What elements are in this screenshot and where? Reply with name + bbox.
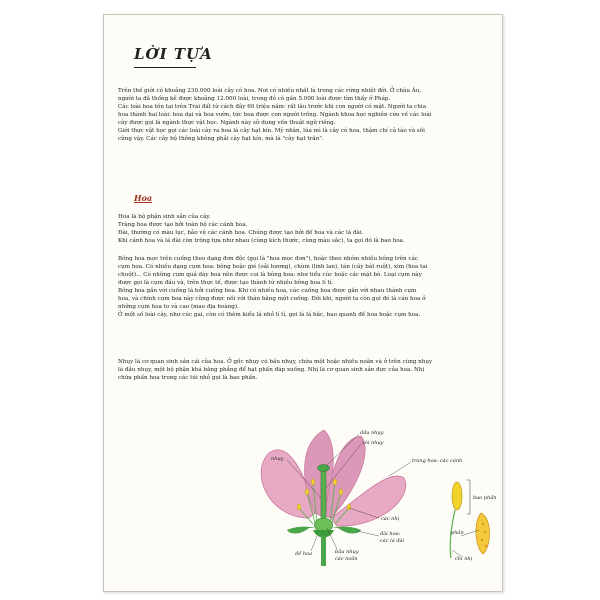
cum-line: Ở một số loài cây, như cúc gai, còn có thêm kiểu lá nhỏ lí tí, gọi là lá bắc, bao quanh đế hoa hoặc cụm hoa. bbox=[118, 312, 421, 318]
sepal-right bbox=[332, 527, 361, 534]
flower-illustration bbox=[261, 430, 406, 566]
hoa-line: Khi cánh hoa và lá đài còn trông tựa như nhau (cùng kích thước, cùng màu sắc), ta gọi đó là bao hoa. bbox=[118, 238, 405, 244]
anther bbox=[347, 504, 351, 510]
pollen-grain bbox=[481, 539, 483, 541]
label-voi-nhuy: vòi nhụy bbox=[362, 440, 384, 446]
intro-line: cây được gọi là ngành thực vật học. Ngành này sử dụng vốn thuật ngữ riêng. bbox=[118, 120, 336, 126]
flower-anatomy-figure bbox=[189, 418, 497, 568]
nhuy-paragraph bbox=[118, 358, 488, 382]
label-bao-phan: bao phấn bbox=[473, 495, 497, 501]
anther bbox=[339, 489, 343, 495]
section-heading: Hoa bbox=[134, 193, 153, 203]
sepal-left bbox=[287, 527, 315, 534]
style bbox=[321, 468, 326, 523]
cum-hoa-paragraph bbox=[118, 255, 488, 319]
nhuy-line: chứa phấn hoa trong các túi nhỏ gọi là bao phấn. bbox=[118, 375, 258, 381]
intro-line: Trên thế giới có khoảng 230.000 loài cây có hoa. Nơi có nhiều nhất là trong các rừng nhiệt đới. Ở châu Âu, bbox=[118, 88, 422, 94]
nhuy-line: là đầu nhụy, một bộ phận khá bằng phẳng để hạt phấn đáp xuống. Nhị là cơ quan sinh sản đực của hoa. Nhị bbox=[118, 367, 425, 373]
label-phan: phấn bbox=[451, 530, 464, 536]
label-cac-noan: các noãn bbox=[335, 556, 358, 562]
anther bbox=[333, 479, 337, 485]
cum-line: những cụm hoa to và cao (mao địa hoàng). bbox=[118, 304, 239, 310]
label-nhuy: nhụy bbox=[271, 456, 284, 462]
cum-line: hoa, và chính cụm hoa này cũng được nối với thân bằng một cuống. Đôi khi, người ta còn gọi đó là cán hoa ở bbox=[118, 296, 426, 302]
anther-cross-section bbox=[476, 513, 490, 554]
label-de-hoa: đế hoa bbox=[295, 551, 313, 557]
pollen-grain bbox=[484, 531, 486, 533]
leader-line bbox=[357, 531, 379, 536]
anther bbox=[305, 489, 309, 495]
intro-paragraph bbox=[118, 87, 488, 143]
cum-line: được gọi là cụm đầu và, trên thực tế, được tạo thành từ nhiều bông hoa lí tí. bbox=[118, 280, 334, 286]
anther bbox=[311, 479, 315, 485]
intro-line: cũng vậy. Các cây bộ thông không phải cây hạt kín, mà là "cây hạt trần". bbox=[118, 136, 324, 142]
stigma bbox=[318, 465, 330, 472]
hoa-line: Hoa là bộ phận sinh sản của cây. bbox=[118, 214, 211, 220]
cum-line: Bông hoa gắn với cuống lá bởi cuống hoa. Khi có nhiều hoa, các cuống hoa được gắn với nhau thành cụm bbox=[118, 288, 417, 294]
label-trang-hoa: tràng hoa: các cánh bbox=[412, 458, 463, 464]
cum-line: cụm hoa. Có nhiều dạng cụm hoa: bông hoặc gié (oải hương), chùm (linh lan), tán (cây bát ruột), xim (hoa tai bbox=[118, 264, 428, 270]
hoa-line: Tràng hoa được tạo bởi toàn bộ các cánh hoa. bbox=[118, 222, 248, 228]
anther bbox=[297, 504, 301, 510]
page-title: LỜI TỰA bbox=[134, 45, 213, 63]
intro-line: Các loài hoa tồn tại trên Trái đất từ cách đây 60 triệu năm: rất lâu trước khi con người có mặt. Người ta chia bbox=[118, 104, 427, 110]
label-bau-nhuy: bầu nhụy bbox=[335, 549, 359, 555]
label-chi-nhi: chỉ nhị bbox=[455, 556, 473, 562]
hoa-paragraph bbox=[118, 213, 488, 245]
pollen-grain bbox=[482, 523, 484, 525]
leader-line bbox=[311, 536, 317, 551]
stamen-detail bbox=[450, 480, 489, 558]
ovary bbox=[315, 518, 333, 532]
intro-line: người ta đã thống kê được khoảng 12.000 loài, trong đó có gần 5.000 loài được tìm thấy ở Pháp. bbox=[118, 96, 391, 102]
label-cac-nhi: các nhị bbox=[381, 516, 400, 522]
label-cac-la-dai: các lá đài bbox=[380, 538, 405, 544]
bao-phan-bracket bbox=[467, 480, 470, 514]
label-dai-hoa: đài hoa: bbox=[380, 531, 401, 537]
hoa-line: Đài, thường có màu lục, bảo vệ các cánh hoa. Chúng được tạo bởi đế hoa và các lá đài. bbox=[118, 230, 364, 236]
intro-line: hoa thành hai loài: hoa dại và hoa vườn, tức hoa được con người trồng. Ngành khoa học nghiên cứu về các loài bbox=[118, 112, 432, 118]
nhuy-line: Nhụy là cơ quan sinh sản cái của hoa. Ở gốc nhụy có bầu nhụy, chứa một hoặc nhiều noãn và ở trên cùng nhụy bbox=[118, 359, 433, 365]
cum-line: chuột)... Có những cụm quá dày hoa nên được coi là bông hoa: như tiểu cúc hoặc các mặt bò. Loại cụm này bbox=[118, 272, 422, 278]
label-dau-nhuy: đầu nhụy bbox=[360, 430, 384, 436]
cum-line: Bông hoa mọc trên cuống theo dạng đơn độc (gọi là "hoa mọc đơn"), hoặc theo nhóm nhiều bông trên các bbox=[118, 256, 419, 262]
pollen-grain bbox=[485, 545, 487, 547]
leader-line bbox=[389, 462, 411, 476]
flower-stem bbox=[321, 536, 326, 566]
anther-detail bbox=[452, 482, 462, 510]
book-page bbox=[103, 14, 503, 592]
title-underline bbox=[134, 67, 196, 68]
intro-line: Giới thực vật học gọi các loài cây ra hoa là cây hạt kín. Mỹ nhân, lúa mì là cây có hoa, thậm chí cả táo và sồi bbox=[118, 128, 425, 134]
